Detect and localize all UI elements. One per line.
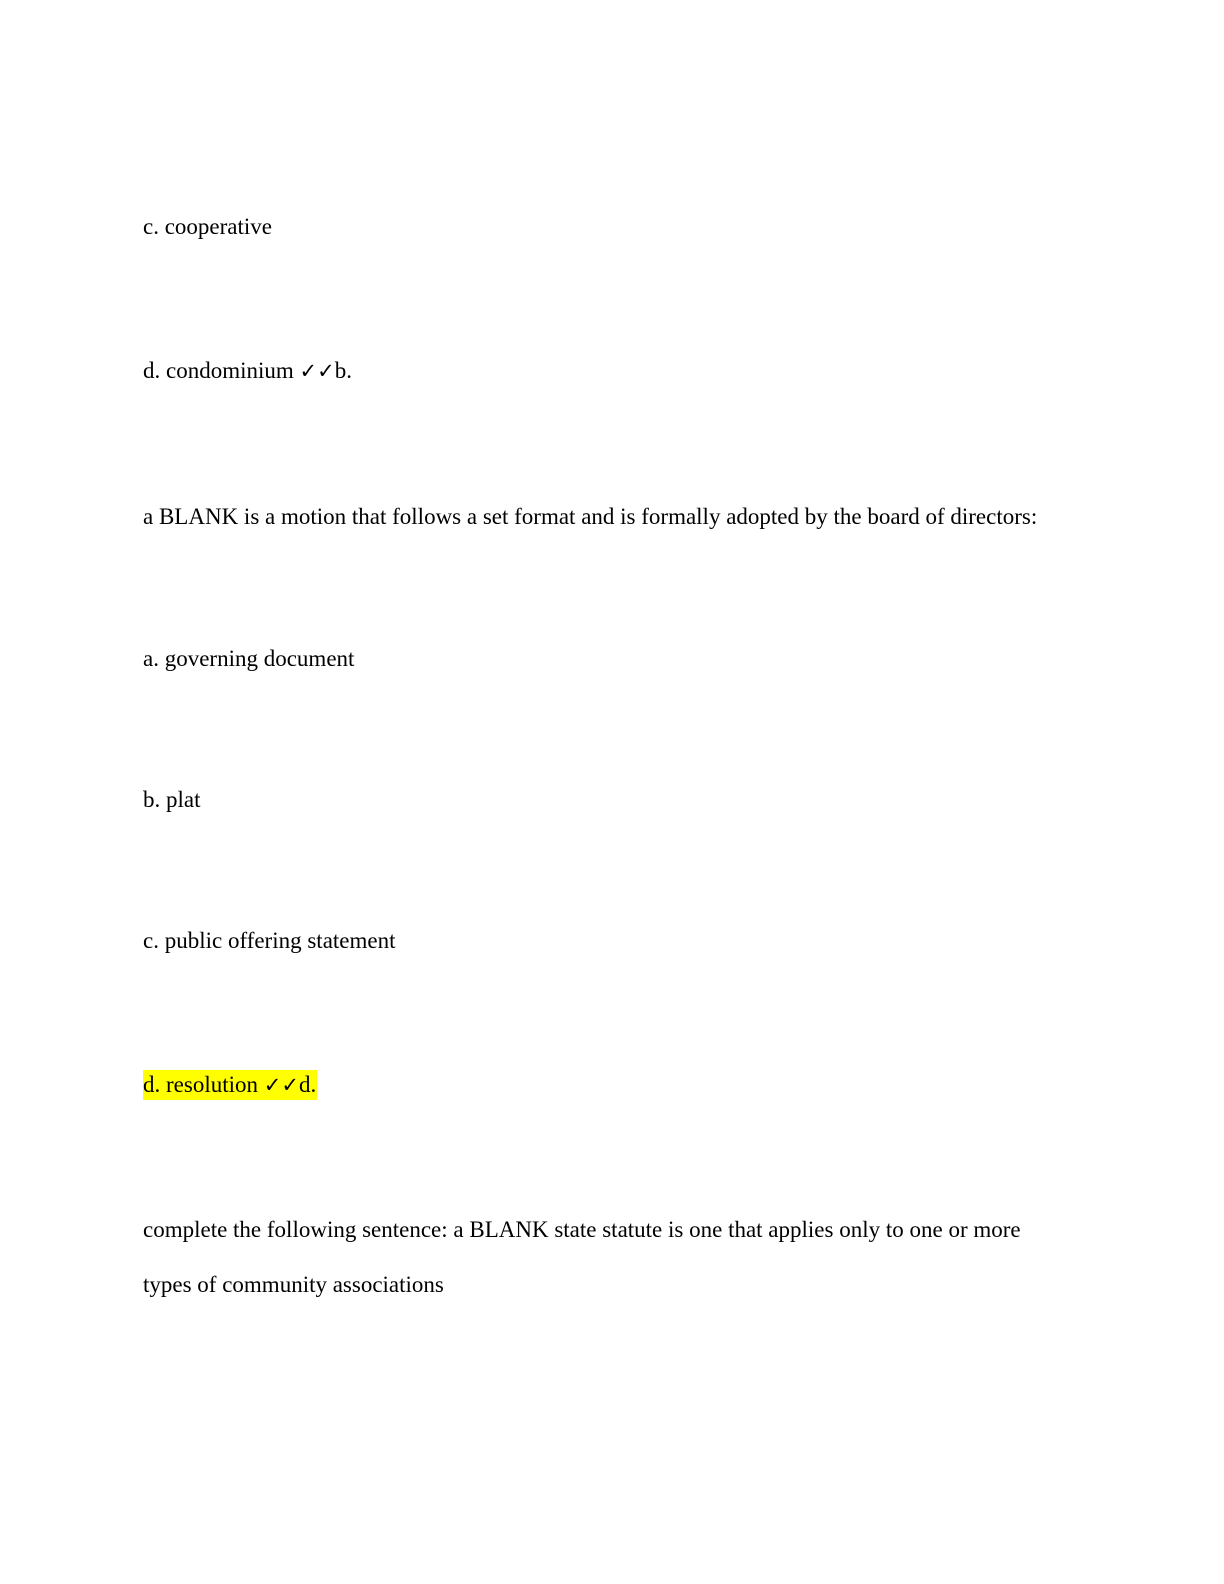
question-text: a BLANK is a motion that follows a set format and is formally adopted by the board of directors: <box>143 504 1038 529</box>
double-checkmark-icon: ✓✓ <box>263 1073 299 1097</box>
double-checkmark-icon: ✓✓ <box>299 359 335 383</box>
question-text: types of community associations <box>143 1272 444 1297</box>
answer-option-b-plat <box>143 786 201 814</box>
answer-key: b. <box>334 358 352 383</box>
answer-option-c-cooperative <box>143 213 272 241</box>
option-text: c. public offering statement <box>143 928 396 953</box>
option-text: d. resolution <box>143 1072 264 1097</box>
option-text: d. condominium <box>143 358 300 383</box>
option-text: a. governing document <box>143 646 355 671</box>
question-statute-line-1 <box>143 1216 1021 1244</box>
option-text: b. plat <box>143 787 201 812</box>
question-resolution <box>143 503 1037 531</box>
answer-option-c-public-offering-statement <box>143 927 396 955</box>
answer-option-d-resolution-highlighted <box>143 1071 317 1099</box>
option-text: c. cooperative <box>143 214 272 239</box>
answer-option-d-condominium <box>143 357 352 385</box>
answer-key: d. <box>298 1072 317 1097</box>
highlighted-answer <box>143 1070 317 1100</box>
question-statute-line-2 <box>143 1271 444 1299</box>
answer-option-a-governing-document <box>143 645 354 673</box>
question-text: complete the following sentence: a BLANK state statute is one that applies only to one or more <box>143 1217 1021 1242</box>
